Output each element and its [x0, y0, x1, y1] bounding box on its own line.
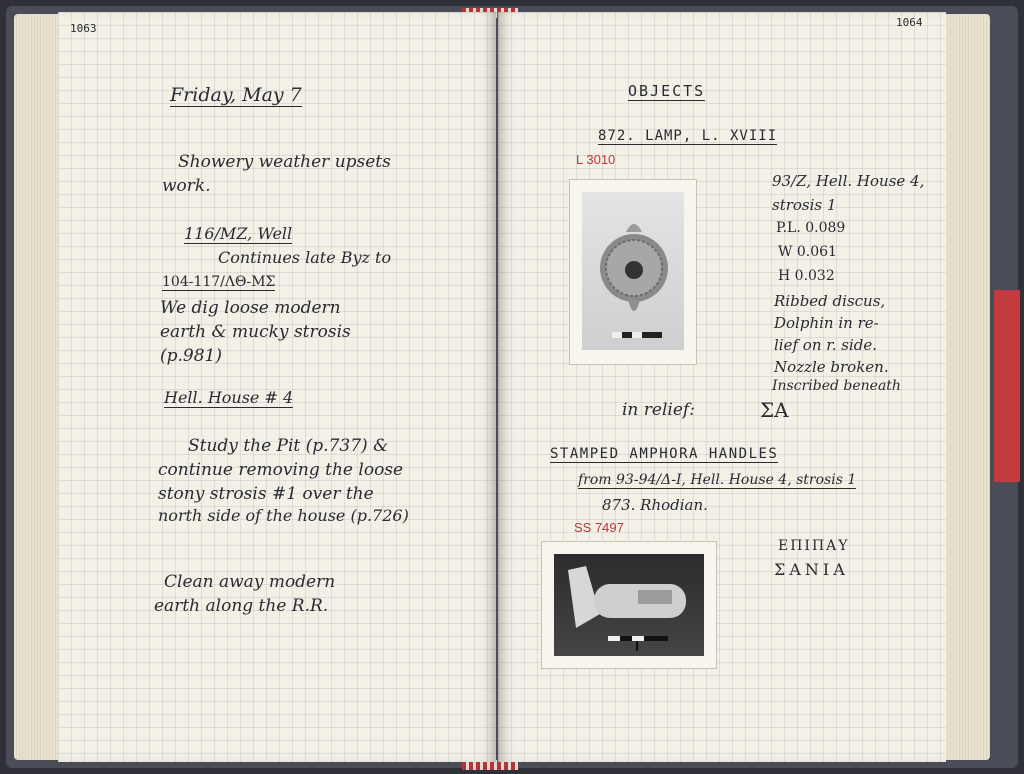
page-number: 1064 [896, 16, 923, 29]
handles-source: from 93-94/Δ-I, Hell. House 4, strosis 1 [578, 472, 857, 488]
lamp-detail-3: P.L. 0.089 [776, 220, 846, 236]
relief-glyphs: ΣΑ [760, 398, 789, 422]
well-heading: 116/MZ, Well [184, 224, 293, 243]
house-line-1: Study the Pit (p.737) & [188, 436, 389, 456]
lamp-detail-9: Nozzle broken. [774, 358, 889, 376]
handle-inventory-number: SS 7497 [574, 520, 624, 535]
lamp-inventory-number: L 3010 [576, 152, 616, 167]
dig-line-2: earth & mucky strosis [160, 322, 351, 342]
page-number: 1063 [70, 22, 97, 35]
lamp-photograph [570, 180, 696, 364]
amphora-handle-icon [554, 554, 704, 656]
lamp-detail-5: H 0.032 [778, 268, 835, 284]
lamp-title: 872. LAMP, L. XVIII [598, 128, 778, 144]
clean-line-1: Clean away modern [164, 572, 336, 592]
lamp-detail-7: Dolphin in re- [774, 314, 879, 332]
page-edges-right [944, 14, 990, 760]
handle-title: 873. Rhodian. [602, 496, 708, 514]
clean-line-2: earth along the R.R. [154, 596, 329, 616]
well-note: Continues late Byz to [218, 248, 392, 267]
oil-lamp-icon [582, 192, 684, 350]
stamp-line-2: ΣΑΝΙΑ [774, 560, 849, 579]
date-heading: Friday, May 7 [170, 84, 302, 106]
lamp-detail-4: W 0.061 [778, 244, 837, 260]
weather-line-2: work. [162, 176, 211, 196]
lamp-detail-2: strosis 1 [772, 196, 837, 214]
dig-line-1: We dig loose modern [160, 298, 341, 318]
relief-line: in relief: [622, 400, 695, 420]
bookmark-ribbon[interactable] [994, 290, 1020, 482]
house-heading: Hell. House # 4 [164, 388, 294, 407]
stamp-line-1: ΕΠΙΠΑΥ [778, 538, 850, 554]
house-line-2: continue removing the loose [158, 460, 404, 480]
left-page [58, 12, 496, 762]
house-line-4: north side of the house (p.726) [158, 506, 409, 525]
lamp-detail-1: 93/Z, Hell. House 4, [772, 172, 925, 190]
lamp-detail-10: Inscribed beneath [772, 378, 901, 394]
grid-reference: 104-117/ΛΘ-ΜΣ [162, 274, 276, 290]
lamp-detail-8: lief on r. side. [774, 336, 878, 354]
page-edges-left [14, 14, 64, 760]
objects-heading: OBJECTS [628, 82, 706, 100]
handles-heading: STAMPED AMPHORA HANDLES [550, 446, 779, 462]
amphora-handle-photograph [542, 542, 716, 668]
weather-line-1: Showery weather upsets [178, 152, 391, 172]
right-page [498, 12, 946, 762]
house-line-3: stony strosis #1 over the [158, 484, 374, 504]
dig-line-3: (p.981) [160, 346, 222, 366]
lamp-detail-6: Ribbed discus, [774, 292, 886, 310]
